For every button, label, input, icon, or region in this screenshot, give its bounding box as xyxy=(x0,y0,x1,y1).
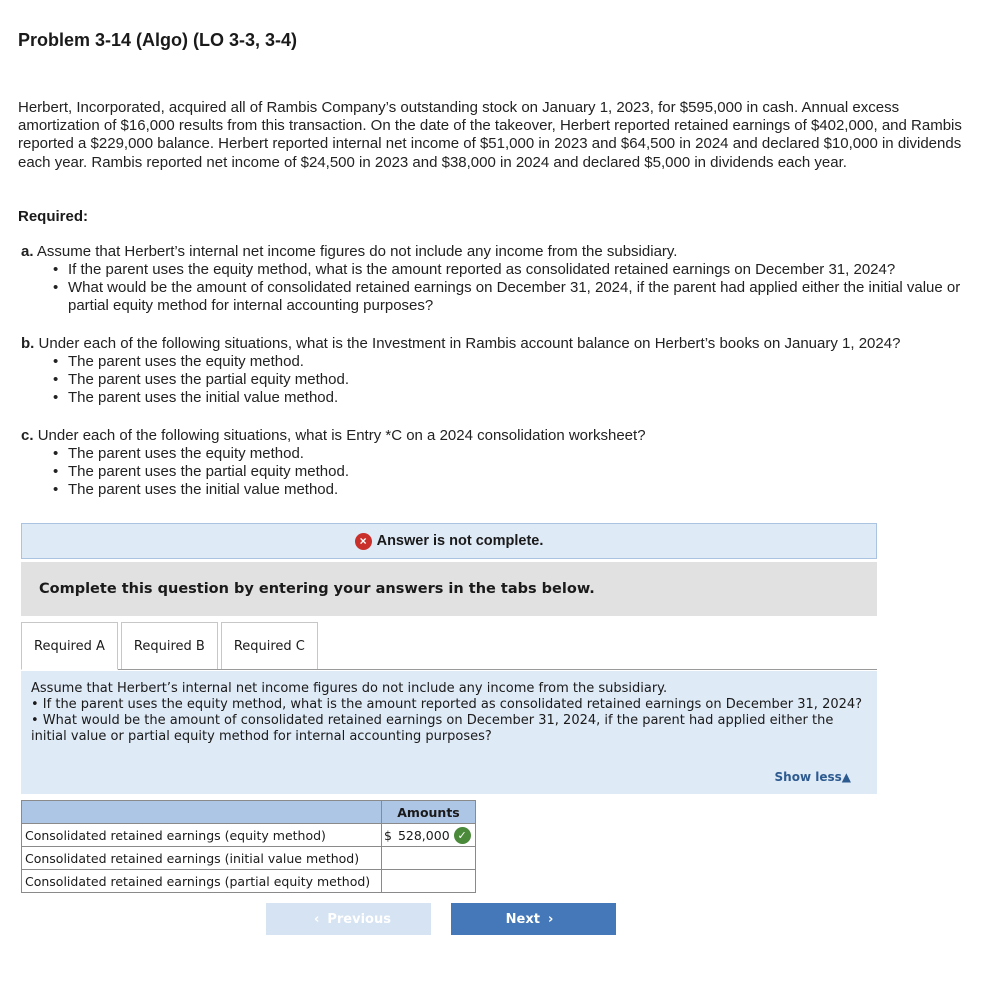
previous-button[interactable] xyxy=(266,903,431,935)
tab-bar xyxy=(21,622,321,670)
amount-input-initial-value[interactable] xyxy=(382,847,476,870)
dollar-sign: $ xyxy=(384,827,392,843)
answer-status-alert xyxy=(21,523,877,559)
problem-intro: Herbert, Incorporated, acquired all of Rambis Company’s outstanding stock on January 1, 2023, for $595,000 in cash. Annual excess amortization of $16,000 results from this transaction. On the date of the takeover, Herbert reported retained earnings of $402,000, and Rambis reported a $229,000 balance. Herbert reported internal net income of $51,000 in 2023 and $64,500 in 2024 and declared $10,000 in dividends each year. Rambis reported net income of $24,500 in 2023 and $38,000 in 2024 and declared $5,000 in dividends each year. xyxy=(18,99,962,171)
part-b xyxy=(21,335,966,407)
amount-value: 528,000 xyxy=(397,827,450,843)
tab-required-b[interactable]: Required B xyxy=(121,622,218,670)
amount-input-equity[interactable] xyxy=(382,824,476,847)
error-x-icon: × xyxy=(355,533,372,550)
next-button[interactable] xyxy=(451,903,616,935)
part-c-text: Under each of the following situations, what is Entry *C on a 2024 consolidation worksheet? xyxy=(37,427,646,444)
part-b-bullet-3: • The parent uses the initial value method. xyxy=(68,389,966,407)
next-label: Next xyxy=(505,911,540,927)
part-b-letter: b. xyxy=(21,335,35,352)
table-row xyxy=(22,824,476,847)
table-row xyxy=(22,870,476,893)
part-c-bullet-1: • The parent uses the equity method. xyxy=(68,445,966,463)
panel-line-3: • What would be the amount of consolidated retained earnings on December 31, 2024, if the parent had applied either the initial value or partial equity method for internal accounting purposes? xyxy=(31,713,834,744)
row-label: Consolidated retained earnings (equity method) xyxy=(22,824,382,847)
part-c-letter: c. xyxy=(21,427,34,444)
panel-line-2: • If the parent uses the equity method, what is the amount reported as consolidated retained earnings on December 31, 2024? xyxy=(31,697,863,712)
tab-required-a[interactable]: Required A xyxy=(21,622,118,670)
part-b-bullet-1: • The parent uses the equity method. xyxy=(68,353,966,371)
part-b-bullet-2: • The parent uses the partial equity method. xyxy=(68,371,966,389)
complete-instructions-text: Complete this question by entering your answers in the tabs below. xyxy=(39,581,595,597)
tab-divider xyxy=(21,669,877,670)
required-label: Required: xyxy=(18,208,89,225)
complete-instructions xyxy=(21,562,877,616)
show-less-label: Show less xyxy=(774,770,842,784)
table-header-row xyxy=(22,801,476,824)
table-header-blank xyxy=(22,801,382,824)
chevron-right-icon: › xyxy=(547,911,554,927)
amount-input-partial-equity[interactable] xyxy=(382,870,476,893)
check-icon: ✓ xyxy=(454,827,471,844)
tab-panel-required-a xyxy=(21,671,877,794)
page-title: Problem 3-14 (Algo) (LO 3-3, 3-4) xyxy=(18,30,298,50)
tab-required-c[interactable]: Required C xyxy=(221,622,318,670)
part-c-bullet-2: • The parent uses the partial equity method. xyxy=(68,463,966,481)
table-header-amounts: Amounts xyxy=(382,801,476,824)
triangle-up-icon: ▲ xyxy=(841,770,851,784)
answer-status-text: Answer is not complete. xyxy=(376,533,544,549)
chevron-left-icon: ‹ xyxy=(314,911,320,927)
row-label: Consolidated retained earnings (partial equity method) xyxy=(22,870,382,893)
table-row xyxy=(22,847,476,870)
part-b-text: Under each of the following situations, what is the Investment in Rambis account balance on Herbert’s books on January 1, 2024? xyxy=(38,335,901,352)
previous-label: Previous xyxy=(327,911,391,927)
part-c-bullet-3: • The parent uses the initial value method. xyxy=(68,481,966,499)
panel-line-1: Assume that Herbert’s internal net income figures do not include any income from the subsidiary. xyxy=(31,681,668,696)
part-a-bullet-1: • If the parent uses the equity method, what is the amount reported as consolidated retained earnings on December 31, 2024? xyxy=(68,261,966,279)
row-label: Consolidated retained earnings (initial value method) xyxy=(22,847,382,870)
part-a-bullet-2: • What would be the amount of consolidated retained earnings on December 31, 2024, if the parent had applied either the initial value or partial equity method for internal accounting purposes? xyxy=(68,279,966,315)
show-less-link[interactable] xyxy=(775,769,851,785)
part-a-letter: a. xyxy=(21,243,34,260)
answer-table xyxy=(21,800,476,893)
part-a-text: Assume that Herbert’s internal net income figures do not include any income from the subsidiary. xyxy=(36,243,678,260)
part-c xyxy=(21,427,966,499)
part-a xyxy=(21,243,966,315)
